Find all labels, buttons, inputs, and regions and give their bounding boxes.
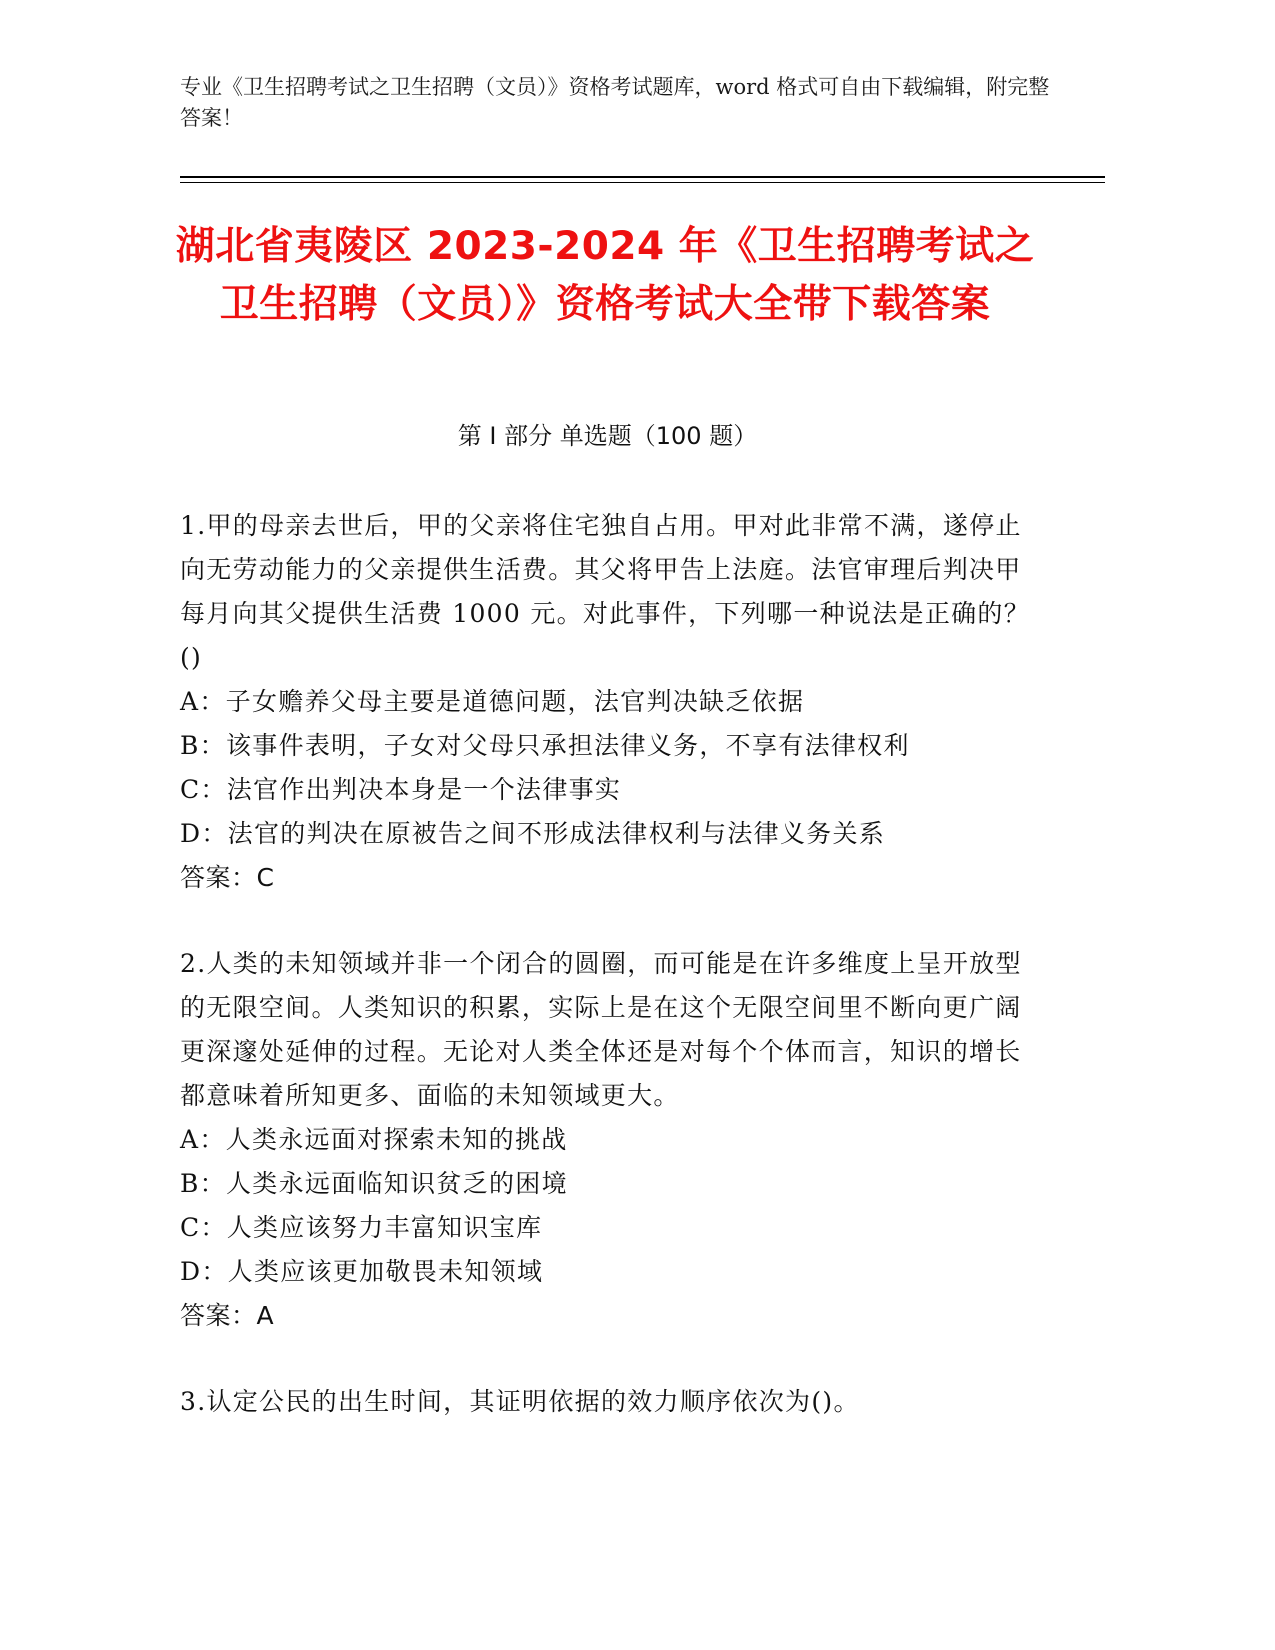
option-d: D：人类应该更加敬畏未知领域 <box>180 1257 544 1286</box>
answer: 答案：C <box>180 863 275 892</box>
option-b: B：人类永远面临知识贫乏的困境 <box>180 1169 568 1198</box>
question-3 <box>180 1380 1040 1424</box>
question-2 <box>180 942 1040 1338</box>
option-a: A：人类永远面对探索未知的挑战 <box>180 1125 568 1154</box>
option-c: C：人类应该努力丰富知识宝库 <box>180 1213 543 1242</box>
question-1 <box>180 504 1040 900</box>
option-c: C：法官作出判决本身是一个法律事实 <box>180 775 622 804</box>
answer: 答案：A <box>180 1301 275 1330</box>
section-title: 第 I 部分 单选题（100 题） <box>457 422 758 450</box>
header-rule-thin <box>180 182 1105 183</box>
option-a: A：子女赡养父母主要是道德问题，法官判决缺乏依据 <box>180 687 805 716</box>
header-rule-thick <box>180 176 1105 178</box>
question-stem: 1.甲的母亲去世后，甲的父亲将住宅独自占用。甲对此非常不满，遂停止向无劳动能力的父亲提供生活费。其父将甲告上法庭。法官审理后判决甲每月向其父提供生活费 1000 元。对此事件，下列哪一种说法是正确的？() <box>180 511 1031 672</box>
question-stem: 3.认定公民的出生时间，其证明依据的效力顺序依次为()。 <box>180 1387 860 1416</box>
header-note: 专业《卫生招聘考试之卫生招聘（文员）》资格考试题库，word 格式可自由下载编辑，附完整答案！ <box>180 75 1050 130</box>
option-b: B：该事件表明，子女对父母只承担法律义务，不享有法律权利 <box>180 731 910 760</box>
question-stem: 2.人类的未知领域并非一个闭合的圆圈，而可能是在许多维度上呈开放型的无限空间。人类知识的积累，实际上是在这个无限空间里不断向更广阔更深邃处延伸的过程。无论对人类全体还是对每个个体而言，知识的增长都意味着所知更多、面临的未知领域更大。 <box>180 949 1022 1110</box>
question-list <box>180 504 1040 1466</box>
option-d: D：法官的判决在原被告之间不形成法律权利与法律义务关系 <box>180 819 886 848</box>
document-title: 湖北省夷陵区 2023-2024 年《卫生招聘考试之卫生招聘（文员）》资格考试大全带下载答案 <box>175 224 1035 327</box>
